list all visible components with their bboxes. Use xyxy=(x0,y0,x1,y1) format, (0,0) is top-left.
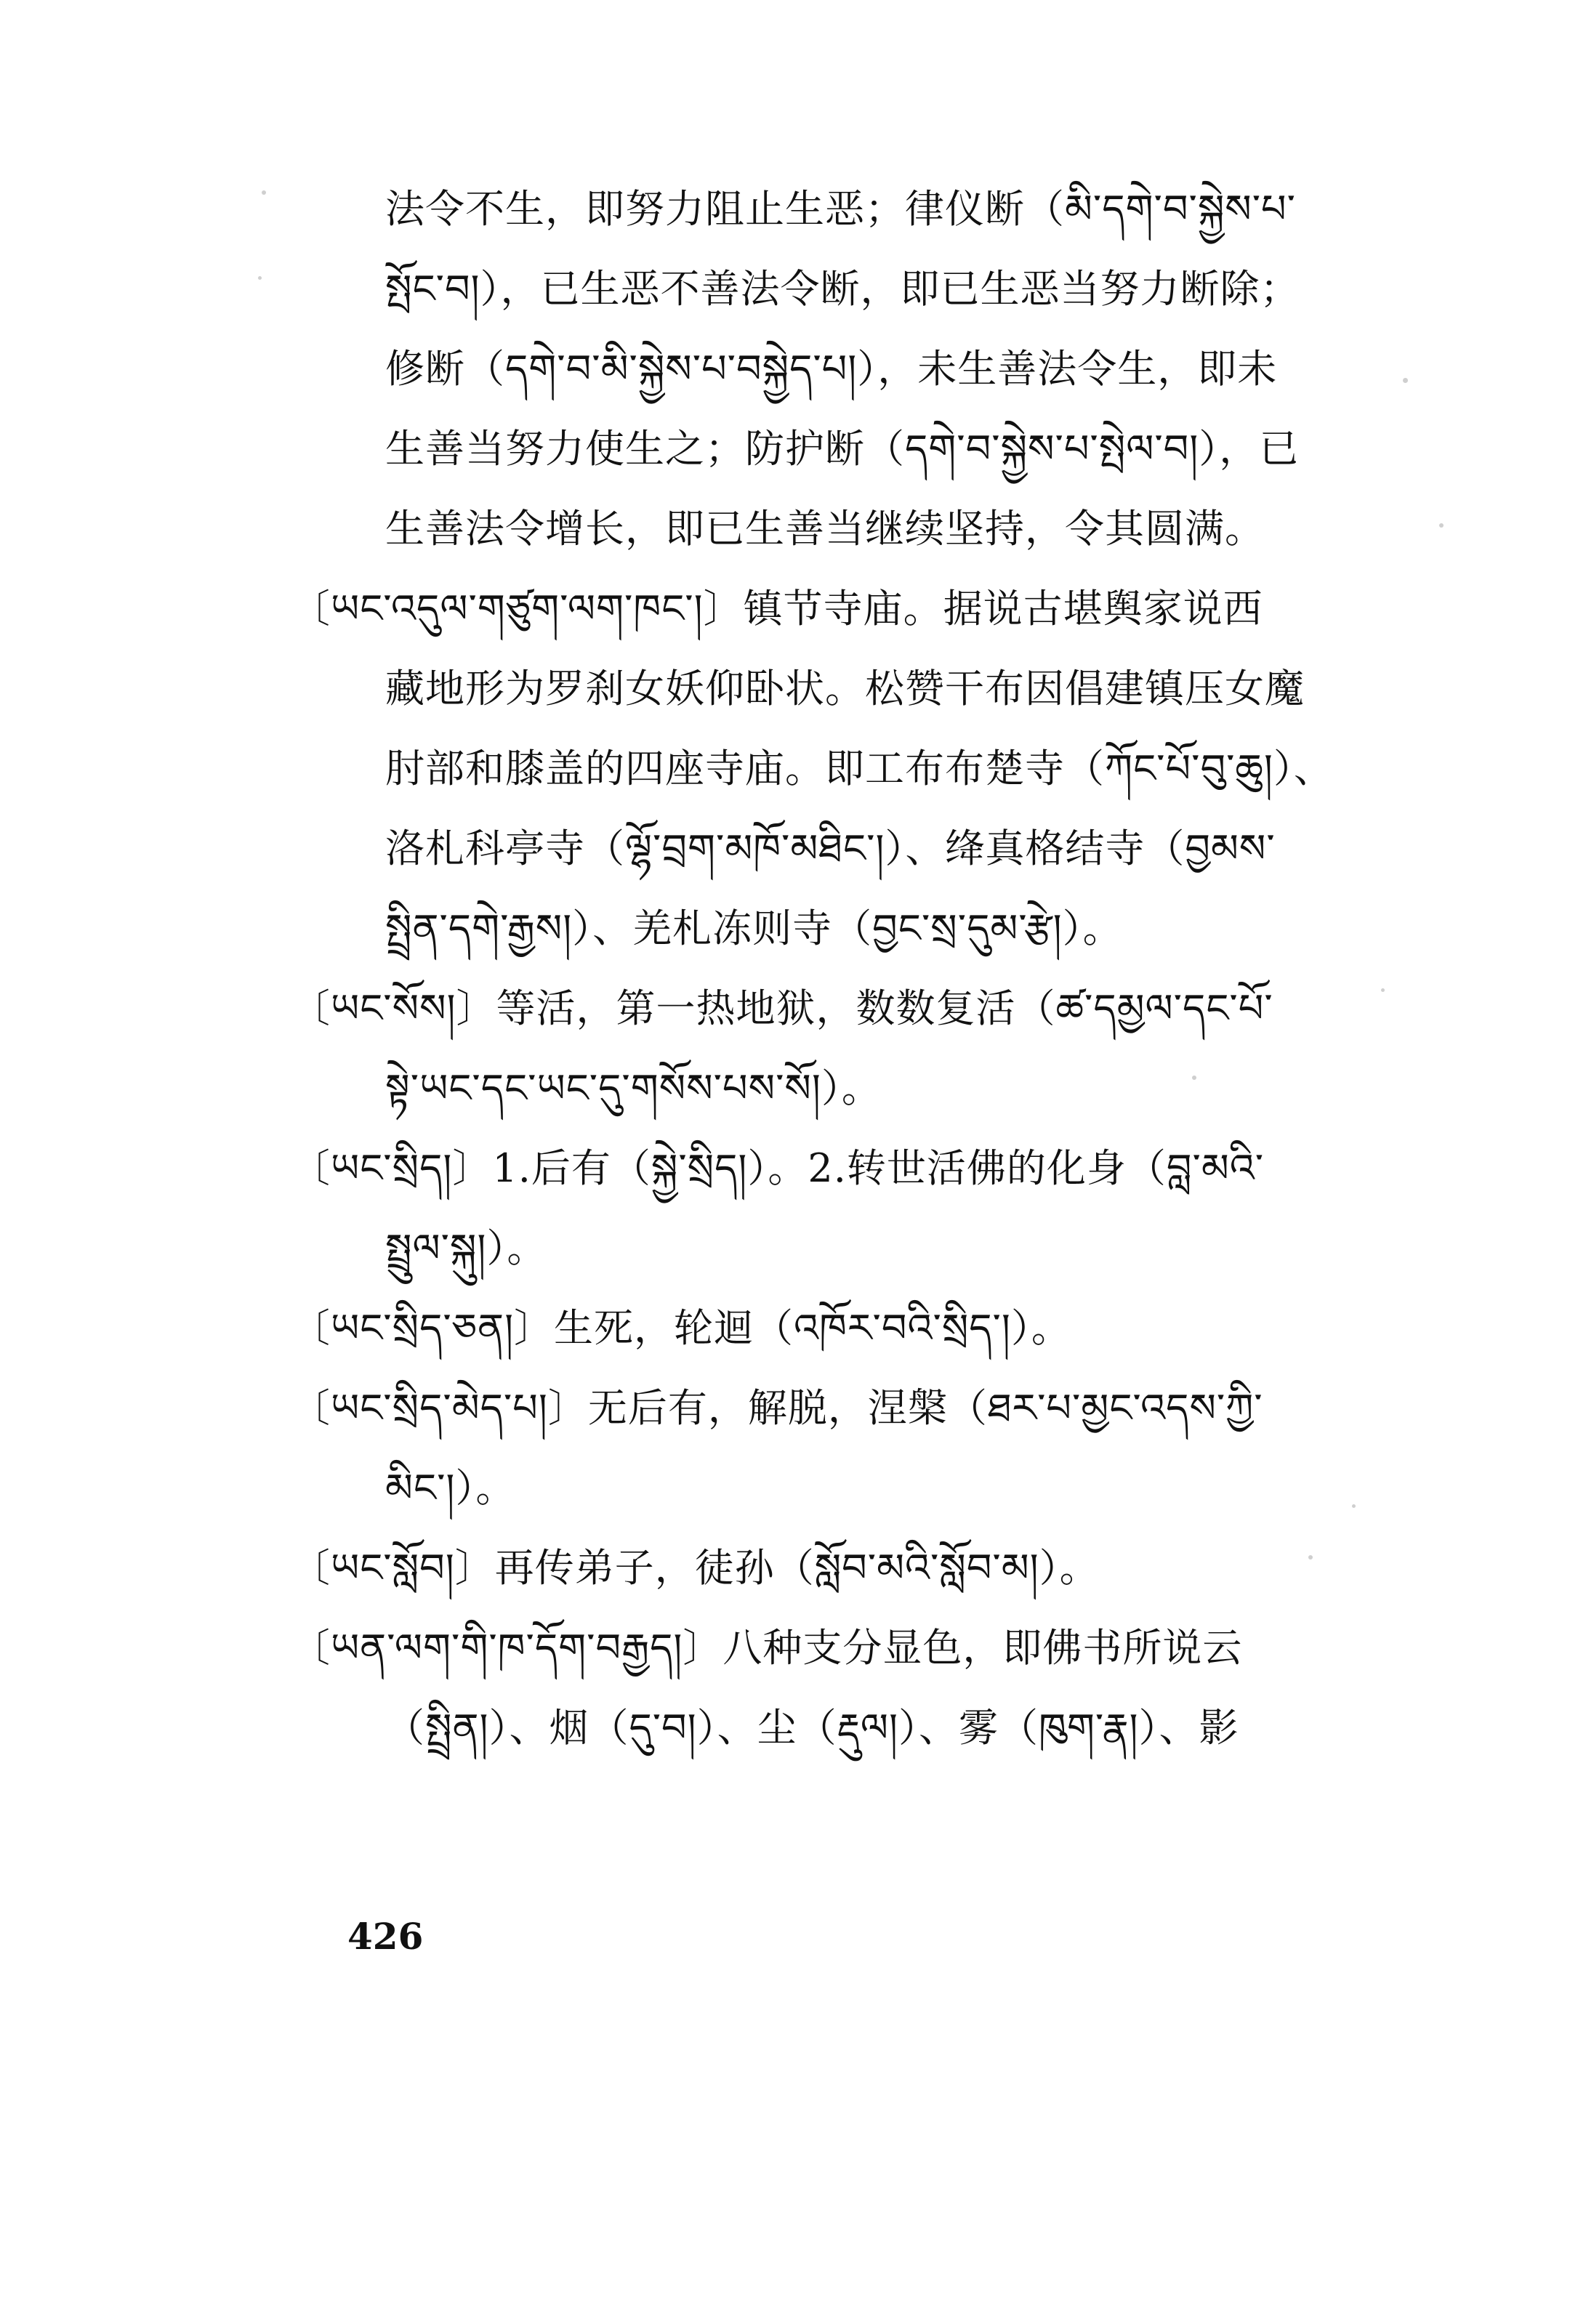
text-line: མིང་།）。 xyxy=(385,1465,516,1511)
scan-speck xyxy=(1439,523,1444,528)
text-line: （སྤྲིན།）、烟（དུ་བ།）、尘（རྡུལ།）、雾（ཁུག་རྣ།）、影 xyxy=(385,1705,1239,1751)
entry-line: 〔ཡང་སྲིད་མེད་པ།〕无后有，解脱，涅槃（ཐར་པ་མྱང་འདས་ཀྱི་ xyxy=(291,1385,1263,1431)
page-number: 426 xyxy=(347,1915,424,1958)
text-line: 藏地形为罗刹女妖仰卧状。松赞干布因倡建镇压女魔 xyxy=(385,666,1305,711)
text-line: 法令不生，即努力阻止生恶；律仪断（མི་དགེ་བ་སྐྱེས་པ་ xyxy=(385,186,1297,232)
entry-line: 〔ཡན་ལག་གི་ཁ་དོག་བརྒྱད།〕八种支分显色，即佛书所说云 xyxy=(291,1625,1243,1671)
text-line: སྟེ་ཡང་དང་ཡང་དུ་གསོས་པས་སོ།）。 xyxy=(385,1065,882,1111)
entry-line: 〔ཡང་སོས།〕等活，第一热地狱，数数复活（ཚ་དམྱལ་དང་པོ་ xyxy=(291,985,1273,1031)
scan-speck xyxy=(1381,988,1385,992)
text-line: སྤོང་བ།），已生恶不善法令断，即已生恶当努力断除； xyxy=(385,266,1300,312)
entry-line: 〔ཡང་སློབ།〕再传弟子，徒孙（སློབ་མའི་སློབ་མ།）。 xyxy=(291,1545,1100,1591)
scan-speck xyxy=(1352,1504,1356,1508)
entry-line: 〔ཡང་སྲིད།〕1.后有（སྐྱེ་སྲིད།）。2.转世活佛的化身（བླ་མའི་ xyxy=(291,1145,1265,1191)
scan-speck xyxy=(1192,1076,1196,1080)
text-line: 生善法令增长，即已生善当继续坚持，令其圆满。 xyxy=(385,506,1265,552)
entry-line: 〔ཡང་སྲིད་ཅན།〕生死，轮迴（འཁོར་བའི་སྲིད་།）。 xyxy=(291,1305,1071,1351)
text-line: སྤྲུལ་སྐུ།）。 xyxy=(385,1225,547,1271)
scan-speck xyxy=(258,276,262,280)
scan-speck xyxy=(1308,1555,1313,1560)
text-line: 生善当努力使生之；防护断（དགེ་བ་སྐྱེས་པ་སྤེལ་བ།），已 xyxy=(385,426,1300,472)
text-line: 修断（དགེ་བ་མི་སྐྱེས་པ་བསྐྱེད་པ།），未生善法令生，即未 xyxy=(385,346,1278,392)
scan-speck xyxy=(262,190,266,195)
text-line: 洛札科亭寺（ལྷོ་བྲག་མཁོ་མཐིང་།）、绛真格结寺（བྱམས་ xyxy=(385,826,1276,871)
text-line: 肘部和膝盖的四座寺庙。即工布布楚寺（ཀོང་པོ་བུ་ཆུ།）、 xyxy=(385,746,1334,791)
entry-line: 〔ཡང་འདུལ་གཙུག་ལག་ཁང་།〕镇节寺庙。据说古堪舆家说西 xyxy=(291,586,1263,632)
text-line: སྤྲིན་དགེ་རྒྱས།）、羌札冻则寺（བྱང་སྲ་དུམ་རྩེ།）。 xyxy=(385,905,1123,951)
scan-speck xyxy=(1403,378,1408,383)
